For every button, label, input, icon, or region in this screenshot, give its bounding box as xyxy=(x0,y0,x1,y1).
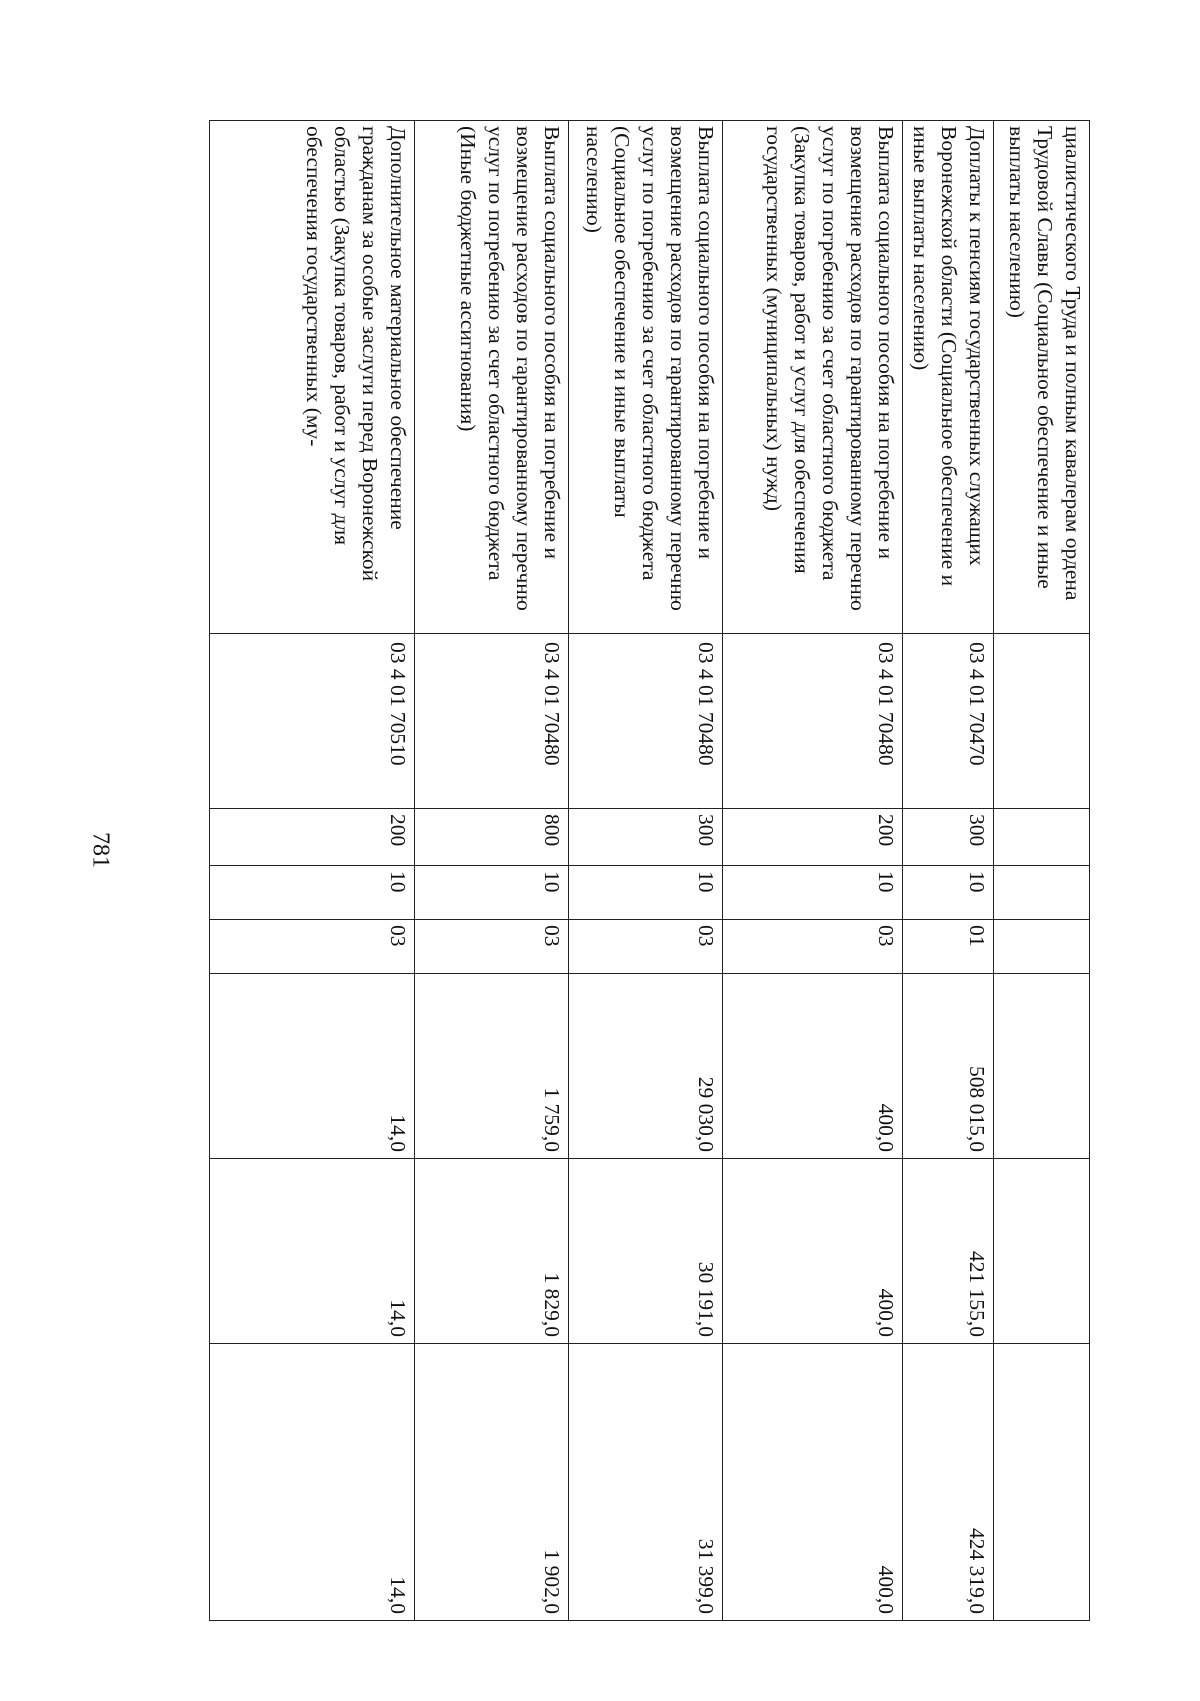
amount-year3-cell: 31 399,0 xyxy=(569,1344,723,1621)
item-name-cell: Выплата социального пособия на погребение и возмещение расходов по гарантированному перечню услуг по погребению за счет областного бюджета (Иные бюджетные ассигнования) xyxy=(415,121,569,634)
amount-year1-cell: 400,0 xyxy=(723,974,903,1159)
subsection-cell: 03 xyxy=(569,920,723,974)
amount-year2-cell: 421 155,0 xyxy=(903,1159,994,1344)
section-cell: 10 xyxy=(569,866,723,920)
target-article-code-cell: 03 4 01 70480 xyxy=(415,634,569,809)
amount-year3-cell xyxy=(994,1344,1090,1621)
expense-type-cell: 300 xyxy=(903,809,994,866)
amount-year1-cell: 14,0 xyxy=(210,974,415,1159)
subsection-cell: 03 xyxy=(415,920,569,974)
subsection-cell: 03 xyxy=(210,920,415,974)
subsection-cell xyxy=(994,920,1090,974)
subsection-cell: 03 xyxy=(723,920,903,974)
target-article-code-cell: 03 4 01 70480 xyxy=(723,634,903,809)
table-row xyxy=(210,121,415,1621)
item-name-cell: Дополнительное материальное обеспечение гражданам за особые заслуги перед Воронежской областью (Закупка товаров, работ и услуг для обеспечения государственных (му- xyxy=(210,121,415,634)
target-article-code-cell xyxy=(994,634,1090,809)
section-cell: 10 xyxy=(903,866,994,920)
subsection-cell: 01 xyxy=(903,920,994,974)
amount-year1-cell xyxy=(994,974,1090,1159)
expense-type-cell: 800 xyxy=(415,809,569,866)
page-number: 781 xyxy=(87,832,114,868)
budget-table-rotated xyxy=(210,120,1090,1620)
table-row xyxy=(994,121,1090,1621)
table-row xyxy=(415,121,569,1621)
amount-year3-cell: 424 319,0 xyxy=(903,1344,994,1621)
expense-type-cell: 200 xyxy=(723,809,903,866)
item-name-cell: Выплата социального пособия на погребение и возмещение расходов по гарантированному перечню услуг по погребению за счет областного бюджета (Закупка товаров, работ и услуг для обеспечения государственных (муниципальных) нужд) xyxy=(723,121,903,634)
item-name-cell: Доплаты к пенсиям государственных служащих Воронежской области (Социальное обеспечение и иные выплаты населению) xyxy=(903,121,994,634)
amount-year1-cell: 508 015,0 xyxy=(903,974,994,1159)
section-cell: 10 xyxy=(210,866,415,920)
section-cell: 10 xyxy=(415,866,569,920)
expense-type-cell: 200 xyxy=(210,809,415,866)
amount-year2-cell: 30 191,0 xyxy=(569,1159,723,1344)
amount-year2-cell: 1 829,0 xyxy=(415,1159,569,1344)
table-row xyxy=(903,121,994,1621)
budget-table xyxy=(209,120,1090,1621)
amount-year2-cell: 14,0 xyxy=(210,1159,415,1344)
amount-year3-cell: 1 902,0 xyxy=(415,1344,569,1621)
amount-year1-cell: 29 030,0 xyxy=(569,974,723,1159)
target-article-code-cell: 03 4 01 70510 xyxy=(210,634,415,809)
item-name-cell: Выплата социального пособия на погребение и возмещение расходов по гарантированному перечню услуг по погребению за счет областного бюджета (Социальное обеспечение и иные выплаты населению) xyxy=(569,121,723,634)
table-row xyxy=(569,121,723,1621)
expense-type-cell: 300 xyxy=(569,809,723,866)
expense-type-cell xyxy=(994,809,1090,866)
amount-year3-cell: 14,0 xyxy=(210,1344,415,1621)
section-cell: 10 xyxy=(723,866,903,920)
amount-year3-cell: 400,0 xyxy=(723,1344,903,1621)
target-article-code-cell: 03 4 01 70470 xyxy=(903,634,994,809)
amount-year2-cell xyxy=(994,1159,1090,1344)
table-row xyxy=(723,121,903,1621)
amount-year1-cell: 1 759,0 xyxy=(415,974,569,1159)
item-name-cell: циалистического Труда и полным кавалерам ордена Трудовой Славы (Социальное обеспечение и иные выплаты населению) xyxy=(994,121,1090,634)
section-cell xyxy=(994,866,1090,920)
amount-year2-cell: 400,0 xyxy=(723,1159,903,1344)
target-article-code-cell: 03 4 01 70480 xyxy=(569,634,723,809)
